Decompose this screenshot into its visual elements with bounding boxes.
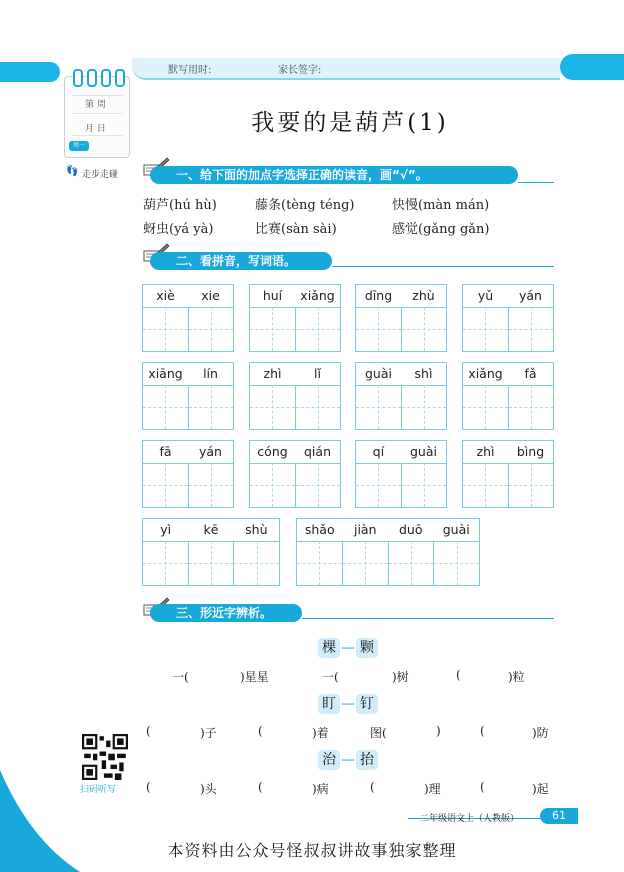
blank-prefix: ( (258, 780, 263, 794)
section-three-banner: 三、形近字辨析。 (150, 604, 302, 622)
blank-prefix: ( (456, 668, 461, 682)
section-two-banner: 二、看拼音，写词语。 (150, 252, 332, 270)
word-yachong: 蚜虫(yá yà) (143, 222, 214, 237)
writing-box[interactable] (462, 440, 554, 508)
pinyin-syllable: kē (203, 522, 219, 537)
writing-box[interactable] (355, 284, 447, 352)
pinyin-syllable: xiǎng (468, 366, 503, 381)
char-pair: 棵 — 颗 (318, 638, 378, 658)
pinyin-syllable: bìng (516, 444, 545, 459)
pinyin-syllable: yì (160, 522, 172, 537)
char-pair: 盯 — 钉 (318, 694, 378, 714)
blank-prefix: ( (146, 724, 151, 738)
pinyin-syllable: zhì (263, 366, 282, 381)
pinyin-syllable: guài (410, 444, 437, 459)
pinyin-syllable: xiè (156, 288, 175, 303)
pinyin-syllable: fǎ (524, 366, 537, 381)
char-b: 颗 (356, 638, 378, 658)
pinyin-syllable: lǐ (314, 366, 321, 381)
blank-prefix: ( (480, 780, 485, 794)
pinyin-syllable: fā (159, 444, 172, 459)
pinyin-syllable: dīng (364, 288, 393, 303)
writing-box[interactable] (142, 440, 234, 508)
weekday-badge: 周一 (69, 141, 89, 151)
date-label: 月 日 (85, 124, 106, 134)
char-a: 盯 (318, 694, 340, 714)
writing-box[interactable] (355, 440, 447, 508)
pinyin-syllable: guài (365, 366, 392, 381)
char-b: 抬 (356, 750, 378, 770)
word-ganjue: 感觉(gǎng gǎn) (392, 222, 490, 237)
blank-prefix: ( (480, 724, 485, 738)
writing-box[interactable] (142, 518, 280, 586)
blank-suffix: )病 (312, 782, 329, 796)
parent-sign-label: 家长签字: (278, 65, 322, 76)
section-three-line (302, 618, 554, 619)
calendar-icon (64, 76, 130, 158)
blank-prefix: 图( (370, 726, 387, 740)
char-b: 钉 (356, 694, 378, 714)
pinyin-syllable: xiǎng (300, 288, 335, 303)
blank-prefix: 一( (172, 670, 189, 684)
char-pair: 治 — 抬 (318, 750, 378, 770)
section-two-line (332, 266, 554, 267)
footprint-icon: 👣 (66, 166, 79, 177)
word-kuaiman: 快慢(màn mán) (392, 198, 490, 213)
header-bar-right (560, 54, 624, 80)
writing-box[interactable] (249, 284, 341, 352)
word-bisai: 比赛(sàn sài) (255, 222, 337, 237)
writing-box[interactable] (249, 362, 341, 430)
page-number: 61 (540, 808, 578, 824)
qr-label: 扫码听写 (80, 785, 117, 795)
writing-box[interactable] (142, 284, 234, 352)
blank-prefix: ( (146, 780, 151, 794)
qr-code[interactable] (82, 734, 128, 780)
writing-box[interactable] (296, 518, 480, 586)
pinyin-syllable: yán (519, 288, 542, 303)
pinyin-syllable: yǔ (477, 288, 494, 303)
page-title: 我要的是葫芦(1) (251, 110, 449, 136)
pinyin-syllable: zhì (476, 444, 495, 459)
pinyin-syllable: qián (304, 444, 331, 459)
time-label: 默写用时: (168, 65, 212, 76)
pinyin-syllable: yán (199, 444, 222, 459)
writing-box[interactable] (355, 362, 447, 430)
blank-prefix: ( (370, 780, 375, 794)
section-one-banner: 一、给下面的加点字选择正确的读音，画“√”。 (150, 166, 518, 184)
blank-suffix: )头 (200, 782, 217, 796)
blank-suffix: ) (436, 724, 441, 738)
word-tengtiao: 藤条(tèng téng) (255, 198, 355, 213)
writing-box[interactable] (142, 362, 234, 430)
blank-suffix: )星星 (240, 670, 269, 684)
pinyin-syllable: huí (262, 288, 283, 303)
grade-label: 二年级语文上（人教版） (420, 814, 520, 824)
header-bar-left (0, 62, 60, 82)
pinyin-syllable: qí (372, 444, 385, 459)
pinyin-syllable: jiàn (353, 522, 377, 537)
blank-suffix: )着 (312, 726, 329, 740)
blank-suffix: )防 (532, 726, 549, 740)
section-one-line (518, 182, 554, 183)
pinyin-syllable: shù (245, 522, 268, 537)
blank-prefix: 一( (322, 670, 339, 684)
pinyin-syllable: lín (203, 366, 218, 381)
pinyin-syllable: cóng (257, 444, 288, 459)
pinyin-syllable: duō (398, 522, 423, 537)
blank-suffix: )理 (424, 782, 441, 796)
blank-suffix: )子 (200, 726, 217, 740)
blank-suffix: )树 (392, 670, 409, 684)
footprint-label: 走步走碰 (82, 170, 119, 180)
pinyin-syllable: zhù (412, 288, 435, 303)
char-a: 治 (318, 750, 340, 770)
word-huru: 葫芦(hú hù) (143, 198, 217, 213)
char-a: 棵 (318, 638, 340, 658)
pinyin-syllable: xie (201, 288, 220, 303)
blank-suffix: )粒 (508, 670, 525, 684)
writing-box[interactable] (462, 284, 554, 352)
watermark-text: 本资料由公众号怪叔叔讲故事独家整理 (167, 841, 457, 860)
week-label: 第 周 (85, 100, 106, 110)
pinyin-syllable: shǎo (304, 522, 335, 537)
blank-prefix: ( (258, 724, 263, 738)
pinyin-syllable: shì (414, 366, 433, 381)
writing-box[interactable] (462, 362, 554, 430)
pinyin-syllable: guài (442, 522, 470, 537)
pinyin-syllable: xiāng (148, 366, 183, 381)
writing-box[interactable] (249, 440, 341, 508)
blank-suffix: )起 (532, 782, 549, 796)
